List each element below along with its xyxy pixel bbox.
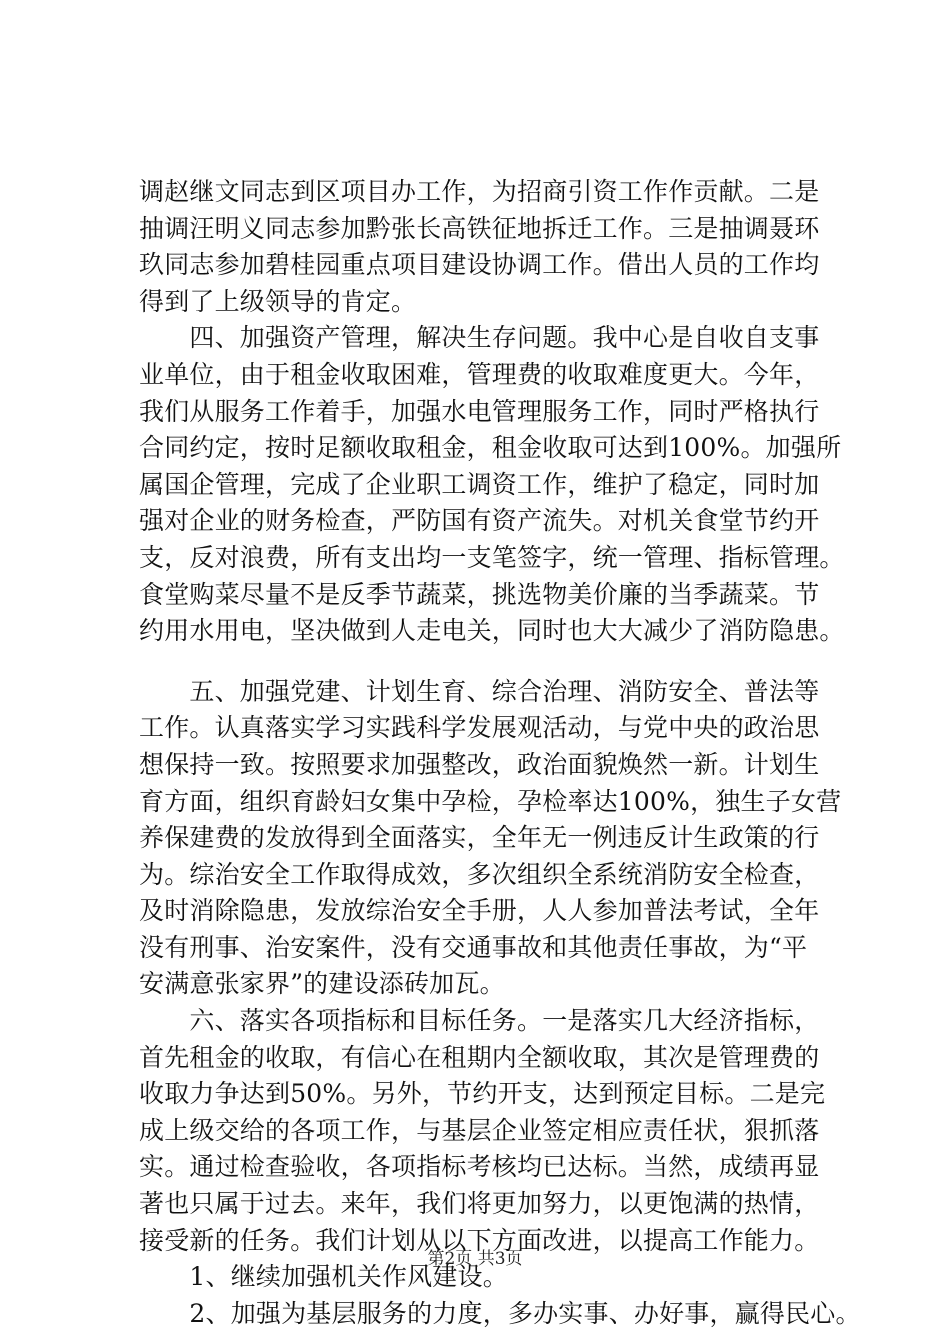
text-line: 育方面，组织育龄妇女集中孕检，孕检率达100%，独生子女营: [139, 786, 842, 816]
text-line: 工作。认真落实学习实践科学发展观活动，与党中央的政治思: [139, 713, 820, 743]
text-line: 首先租金的收取，有信心在租期内全额收取，其次是管理费的: [139, 1042, 820, 1072]
text-line: 抽调汪明义同志参加黔张长高铁征地拆迁工作。三是抽调聂环: [139, 213, 820, 243]
text-line: 业单位，由于租金收取困难，管理费的收取难度更大。今年，: [139, 359, 820, 389]
text-line: 强对企业的财务检查，严防国有资产流失。对机关食堂节约开: [139, 506, 820, 536]
text-line: 约用水用电，坚决做到人走电关，同时也大大减少了消防隐患。: [139, 616, 845, 646]
page-footer: 第2页 共3页: [427, 1249, 523, 1269]
text-line: 及时消除隐患，发放综治安全手册，人人参加普法考试，全年: [139, 896, 820, 926]
text-line: 安满意张家界”的建设添砖加瓦。: [139, 969, 505, 999]
document-body: [139, 174, 859, 1332]
text-line: 收取力争达到50%。另外，节约开支，达到预定目标。二是完: [139, 1079, 826, 1109]
text-line: 我们从服务工作着手，加强水电管理服务工作，同时严格执行: [139, 396, 820, 426]
text-line: 得到了上级领导的肯定。: [139, 286, 417, 316]
text-line: 养保建费的发放得到全面落实，全年无一例违反计生政策的行: [139, 823, 820, 853]
text-line: 调赵继文同志到区项目办工作，为招商引资工作作贡献。二是: [139, 177, 820, 206]
text-line: 四、加强资产管理，解决生存问题。我中心是自收自支事: [139, 323, 820, 353]
text-line: 没有刑事、治安案件，没有交通事故和其他责任事故，为“平: [139, 932, 808, 962]
text-line: 想保持一致。按照要求加强整改，政治面貌焕然一新。计划生: [139, 749, 820, 779]
text-line: 成上级交给的各项工作，与基层企业签定相应责任状，狠抓落: [139, 1115, 820, 1145]
text-line: 2、加强为基层服务的力度，多办实事、办好事，赢得民心。: [139, 1298, 861, 1328]
text-line: 接受新的任务。我们计划从以下方面改进，以提高工作能力。: [139, 1225, 820, 1255]
text-line: 五、加强党建、计划生育、综合治理、消防安全、普法等: [139, 676, 820, 706]
paragraph-gap: [139, 650, 859, 674]
text-line: 食堂购菜尽量不是反季节蔬菜，挑选物美价廉的当季蔬菜。节: [139, 579, 820, 609]
text-line: 实。通过检查验收，各项指标考核均已达标。当然，成绩再显: [139, 1152, 820, 1182]
text-line: 合同约定，按时足额收取租金，租金收取可达到100%。加强所: [139, 433, 842, 463]
text-line: 玖同志参加碧桂园重点项目建设协调工作。借出人员的工作均: [139, 250, 820, 280]
text-line: 支，反对浪费，所有支出均一支笔签字，统一管理、指标管理。: [139, 542, 845, 572]
text-line: 为。综治安全工作取得成效，多次组织全系统消防安全检查，: [139, 859, 820, 889]
text-line: 六、落实各项指标和目标任务。一是落实几大经济指标，: [139, 1006, 820, 1036]
text-line: 1、继续加强机关作风建设。: [139, 1262, 508, 1292]
text-line: 著也只属于过去。来年，我们将更加努力，以更饱满的热情，: [139, 1189, 820, 1219]
text-line: 属国企管理，完成了企业职工调资工作，维护了稳定，同时加: [139, 469, 820, 499]
